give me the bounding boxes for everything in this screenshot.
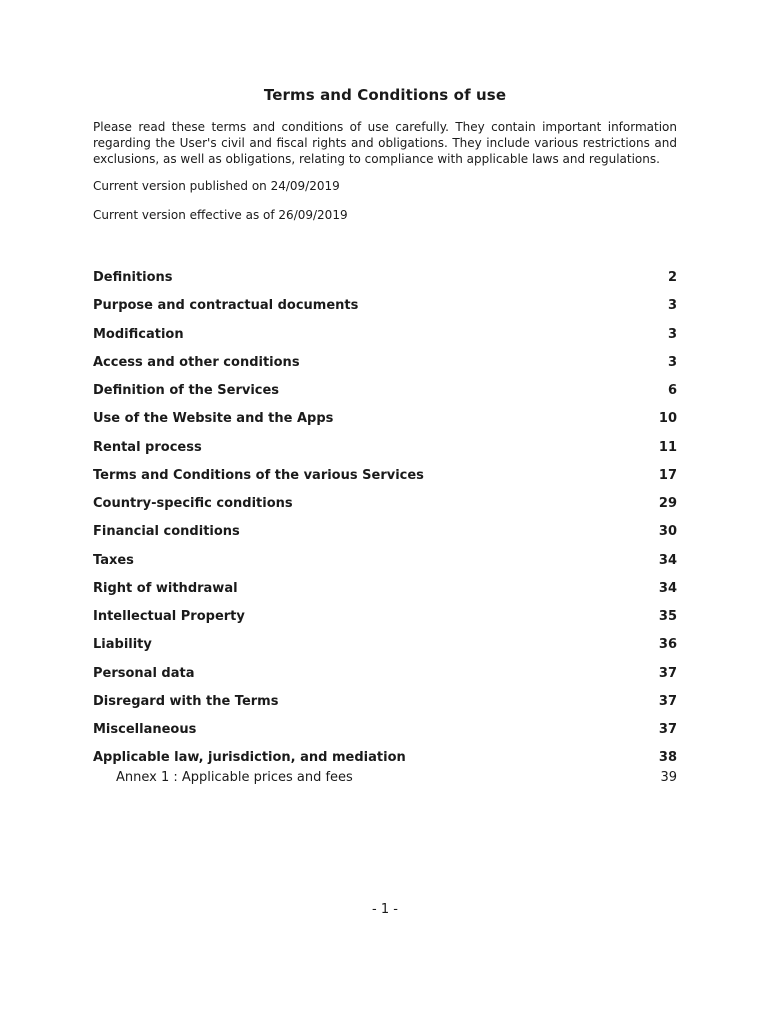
toc-item-website-use[interactable] bbox=[93, 409, 677, 437]
toc-item-label: Terms and Conditions of the various Services bbox=[93, 467, 424, 483]
toc-item-label: Liability bbox=[93, 637, 152, 653]
toc-item-page: 29 bbox=[658, 496, 677, 511]
toc-item-miscellaneous[interactable] bbox=[93, 720, 677, 748]
toc-item-label: Taxes bbox=[93, 552, 134, 568]
toc-item-purpose[interactable] bbox=[93, 296, 677, 324]
toc-item-label: Personal data bbox=[93, 665, 195, 681]
toc-item-page: 3 bbox=[667, 354, 677, 370]
effective-date: Current version effective as of 26/09/2019 bbox=[93, 208, 348, 222]
toc-item-page: 10 bbox=[658, 411, 677, 427]
toc-item-label: Disregard with the Terms bbox=[93, 693, 279, 709]
toc-subitem-annex-1[interactable] bbox=[116, 768, 677, 788]
toc-item-page: 37 bbox=[658, 693, 677, 709]
toc-item-page: 3 bbox=[667, 326, 677, 342]
toc-item-rental-process[interactable] bbox=[93, 438, 677, 466]
toc-item-label: Purpose and contractual documents bbox=[93, 298, 359, 314]
page-title: Terms and Conditions of use bbox=[263, 86, 507, 104]
toc-subitem-label: Annex 1 : Applicable prices and fees bbox=[116, 770, 353, 785]
toc-item-page: 3 bbox=[667, 298, 677, 314]
toc-item-label: Access and other conditions bbox=[93, 354, 300, 370]
toc-item-taxes[interactable] bbox=[93, 551, 677, 579]
toc-item-page: 35 bbox=[658, 609, 677, 624]
toc-item-disregard[interactable] bbox=[93, 692, 677, 720]
toc-item-intellectual-property[interactable] bbox=[93, 607, 677, 635]
toc-item-label: Applicable law, jurisdiction, and mediation bbox=[93, 750, 406, 766]
toc-item-label: Right of withdrawal bbox=[93, 580, 238, 596]
toc-item-page: 37 bbox=[658, 722, 677, 737]
toc-item-page: 6 bbox=[667, 383, 677, 398]
toc-item-definitions[interactable] bbox=[93, 268, 677, 296]
toc-item-page: 34 bbox=[658, 552, 677, 568]
toc-item-services-terms[interactable] bbox=[93, 466, 677, 494]
toc-item-label: Definitions bbox=[93, 270, 173, 285]
toc-item-page: 37 bbox=[658, 665, 677, 681]
toc-item-page: 2 bbox=[667, 270, 677, 285]
table-of-contents bbox=[93, 268, 677, 777]
toc-item-label: Financial conditions bbox=[93, 524, 240, 540]
intro-paragraph: Please read these terms and conditions of use carefully. They contain important information regarding the User's civil and fiscal rights and obligations. They include various restrictions and exclusions, as well as obligations, relating to compliance with applicable laws and regulations. bbox=[93, 120, 677, 166]
toc-item-label: Miscellaneous bbox=[93, 722, 197, 737]
toc-item-page: 36 bbox=[658, 637, 677, 653]
toc-item-label: Definition of the Services bbox=[93, 383, 280, 398]
toc-item-personal-data[interactable] bbox=[93, 664, 677, 692]
toc-item-label: Country-specific conditions bbox=[93, 496, 293, 511]
toc-item-withdrawal[interactable] bbox=[93, 579, 677, 607]
toc-item-page: 30 bbox=[658, 524, 677, 540]
toc-item-financial[interactable] bbox=[93, 522, 677, 550]
toc-item-page: 17 bbox=[658, 467, 677, 483]
toc-item-label: Rental process bbox=[93, 439, 202, 455]
page-number: - 1 - bbox=[372, 902, 398, 917]
toc-item-services-definition[interactable] bbox=[93, 381, 677, 409]
toc-item-page: 38 bbox=[658, 750, 677, 766]
toc-item-liability[interactable] bbox=[93, 635, 677, 663]
toc-item-label: Modification bbox=[93, 326, 184, 342]
toc-item-country-conditions[interactable] bbox=[93, 494, 677, 522]
toc-item-page: 11 bbox=[658, 439, 677, 455]
toc-item-label: Use of the Website and the Apps bbox=[93, 411, 334, 427]
toc-item-modification[interactable] bbox=[93, 325, 677, 353]
toc-item-access[interactable] bbox=[93, 353, 677, 381]
toc-subitem-page: 39 bbox=[660, 770, 677, 785]
toc-item-label: Intellectual Property bbox=[93, 609, 245, 624]
toc-item-page: 34 bbox=[658, 580, 677, 596]
published-date: Current version published on 24/09/2019 bbox=[93, 179, 340, 193]
